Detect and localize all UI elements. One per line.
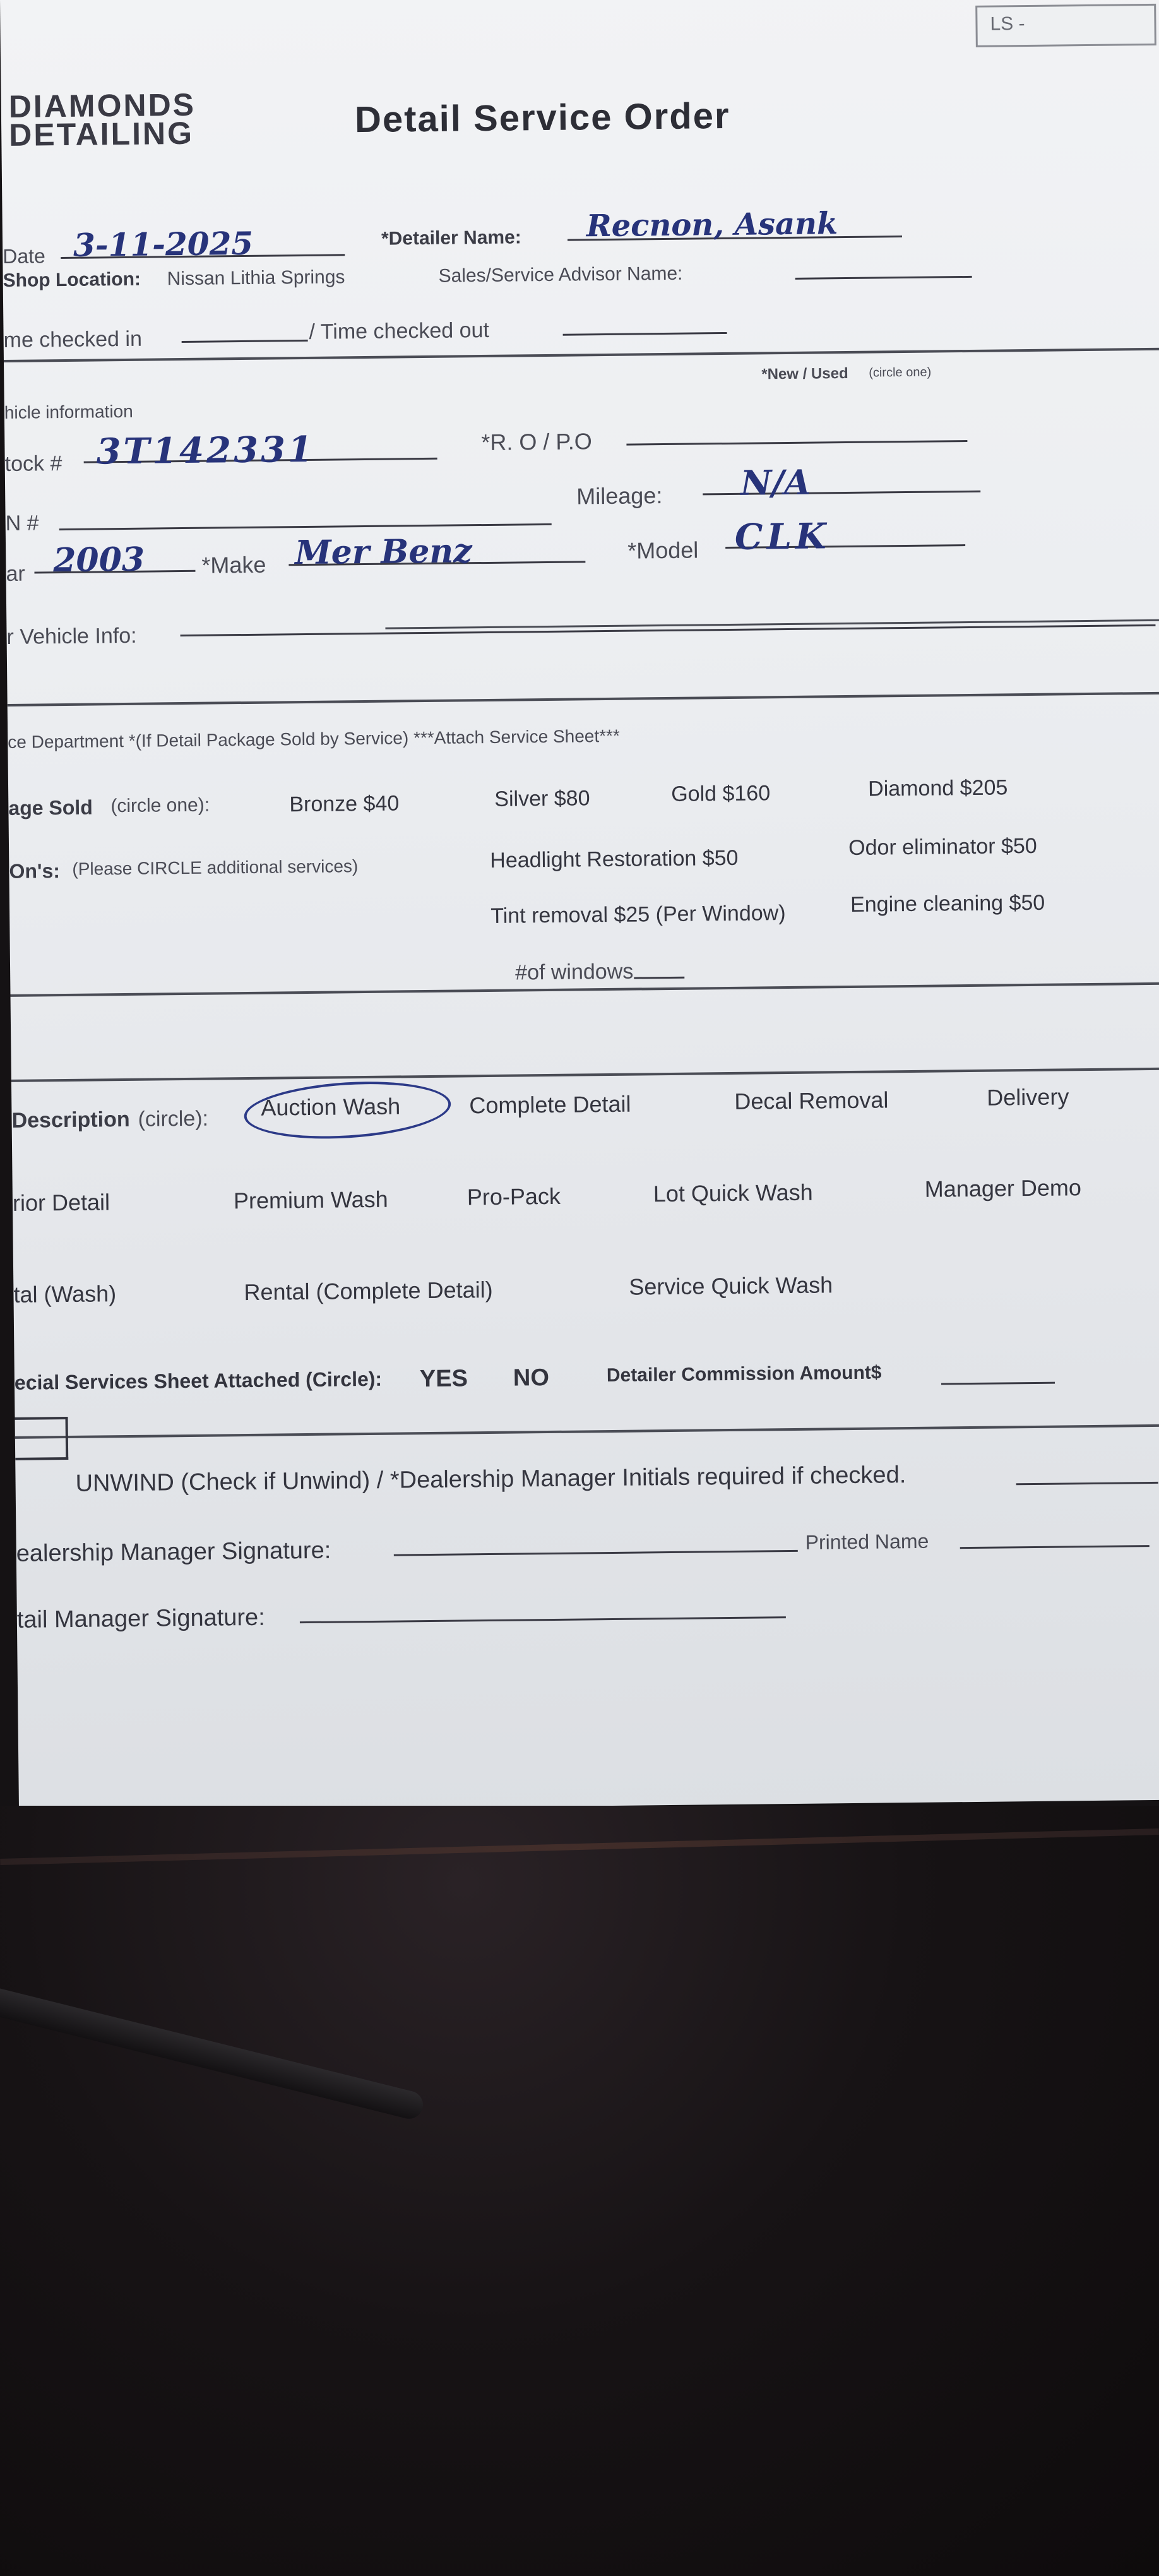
unwind-text: UNWIND (Check if Unwind) / *Dealership Manager Initials required if checked. bbox=[75, 1462, 906, 1497]
package-hint: (circle one): bbox=[110, 794, 210, 817]
make-field[interactable] bbox=[288, 530, 586, 573]
detail-signature-field[interactable] bbox=[299, 1586, 785, 1623]
special-label: ecial Services Sheet Attached (Circle): bbox=[14, 1367, 383, 1394]
dark-background bbox=[0, 1806, 1159, 2576]
table-edge bbox=[0, 1828, 1159, 1865]
detailer-label: *Detailer Name: bbox=[381, 227, 521, 249]
date-label: Date bbox=[3, 244, 46, 268]
vin-label: N # bbox=[5, 511, 39, 535]
year-label: ar bbox=[6, 561, 25, 586]
vin-field[interactable] bbox=[59, 493, 551, 530]
divider-5 bbox=[11, 1068, 1159, 1082]
detail-signature-label: tail Manager Signature: bbox=[16, 1604, 265, 1633]
addon-tint[interactable]: Tint removal $25 (Per Window) bbox=[490, 901, 786, 928]
logo-line1: DIAMONDS bbox=[8, 86, 196, 124]
windows-field[interactable] bbox=[634, 946, 685, 979]
page-title: Detail Service Order bbox=[354, 95, 730, 141]
time-in-label: me checked in bbox=[3, 326, 143, 352]
year-field[interactable] bbox=[34, 540, 196, 580]
other-info-label: r Vehicle Info: bbox=[6, 623, 137, 649]
commission-label: Detailer Commission Amount$ bbox=[606, 1362, 882, 1386]
printed-name-field[interactable] bbox=[960, 1515, 1150, 1549]
model-label: *Model bbox=[627, 537, 699, 564]
vehicle-section-label: hicle information bbox=[4, 401, 133, 422]
printed-name-label: Printed Name bbox=[805, 1529, 929, 1554]
service-dept-heading: ce Department *(If Detail Package Sold by Service) ***Attach Service Sheet*** bbox=[8, 725, 621, 752]
special-no[interactable]: NO bbox=[513, 1364, 550, 1392]
addon-engine[interactable]: Engine cleaning $50 bbox=[850, 890, 1045, 917]
addons-label: On's: bbox=[9, 859, 61, 883]
addon-odor[interactable]: Odor eliminator $50 bbox=[848, 833, 1037, 860]
dealer-signature-field[interactable] bbox=[393, 1520, 797, 1556]
mileage-value: N/A bbox=[740, 462, 811, 503]
desc-rental-complete[interactable]: Rental (Complete Detail) bbox=[244, 1276, 493, 1306]
date-field[interactable] bbox=[61, 224, 345, 264]
description-hint: (circle): bbox=[138, 1106, 209, 1131]
time-out-label: / Time checked out bbox=[309, 318, 490, 344]
divider-3 bbox=[8, 692, 1159, 707]
commission-field[interactable] bbox=[941, 1352, 1055, 1385]
shop-location-label: Shop Location: bbox=[3, 268, 141, 291]
desc-service-quick-wash[interactable]: Service Quick Wash bbox=[629, 1272, 833, 1300]
time-in-field[interactable] bbox=[181, 309, 308, 343]
stock-label: tock # bbox=[4, 451, 62, 476]
ro-field[interactable] bbox=[626, 410, 968, 446]
stock-field[interactable] bbox=[83, 427, 437, 473]
desc-pro-pack[interactable]: Pro-Pack bbox=[467, 1183, 561, 1210]
package-bronze[interactable]: Bronze $40 bbox=[289, 791, 400, 817]
dealer-signature-label: ealership Manager Signature: bbox=[16, 1537, 331, 1567]
desc-premium-wash[interactable]: Premium Wash bbox=[233, 1186, 388, 1214]
special-yes[interactable]: YES bbox=[419, 1365, 468, 1393]
windows-label: #of windows bbox=[514, 959, 634, 985]
desc-decal-removal[interactable]: Decal Removal bbox=[734, 1087, 889, 1114]
unwind-checkbox[interactable] bbox=[15, 1417, 69, 1460]
corner-box bbox=[975, 4, 1156, 47]
unwind-initials-field[interactable] bbox=[1016, 1452, 1158, 1485]
desc-manager-demo[interactable]: Manager Demo bbox=[924, 1174, 1082, 1202]
make-value: Mer Benz bbox=[294, 532, 473, 573]
package-diamond[interactable]: Diamond $205 bbox=[867, 775, 1008, 801]
date-value: 3-11-2025 bbox=[73, 224, 254, 264]
detailer-field[interactable] bbox=[568, 205, 903, 244]
desc-delivery[interactable]: Delivery bbox=[987, 1083, 1069, 1111]
desc-auction-wash[interactable]: Auction Wash bbox=[261, 1093, 401, 1121]
desc-lot-quick-wash[interactable]: Lot Quick Wash bbox=[653, 1179, 813, 1207]
other-info-field[interactable] bbox=[180, 594, 1155, 636]
ro-label: *R. O / P.O bbox=[481, 428, 592, 456]
package-label: age Sold bbox=[8, 796, 93, 820]
advisor-label: Sales/Service Advisor Name: bbox=[438, 263, 683, 287]
addon-headlight[interactable]: Headlight Restoration $50 bbox=[490, 845, 739, 873]
new-used-hint: (circle one) bbox=[869, 365, 932, 380]
year-value: 2003 bbox=[52, 540, 145, 580]
new-used-label[interactable]: *New / Used bbox=[761, 364, 848, 383]
model-value: CLK bbox=[734, 515, 830, 558]
desc-rental-wash[interactable]: tal (Wash) bbox=[13, 1280, 117, 1308]
divider-6 bbox=[15, 1424, 1159, 1439]
package-silver[interactable]: Silver $80 bbox=[494, 786, 590, 811]
desc-complete-detail[interactable]: Complete Detail bbox=[469, 1090, 631, 1119]
time-out-field[interactable] bbox=[562, 302, 727, 336]
mileage-field[interactable] bbox=[703, 460, 981, 503]
make-label: *Make bbox=[201, 551, 266, 578]
detailer-value: Recnon, Asank bbox=[586, 206, 838, 244]
stock-value: 3T142331 bbox=[96, 428, 316, 473]
advisor-field[interactable] bbox=[795, 246, 972, 280]
corner-box-text: LS - bbox=[990, 13, 1025, 35]
desc-interior-detail[interactable]: rior Detail bbox=[12, 1189, 110, 1216]
mileage-label: Mileage: bbox=[576, 482, 663, 510]
pen-object bbox=[0, 1985, 426, 2122]
description-label: Description bbox=[11, 1107, 130, 1133]
model-field[interactable] bbox=[725, 514, 966, 558]
addons-hint: (Please CIRCLE additional services) bbox=[72, 856, 359, 879]
shop-location-value: Nissan Lithia Springs bbox=[167, 266, 345, 290]
divider-1 bbox=[4, 348, 1159, 362]
logo-line2: DETAILING bbox=[8, 115, 194, 153]
package-gold[interactable]: Gold $160 bbox=[671, 781, 771, 806]
